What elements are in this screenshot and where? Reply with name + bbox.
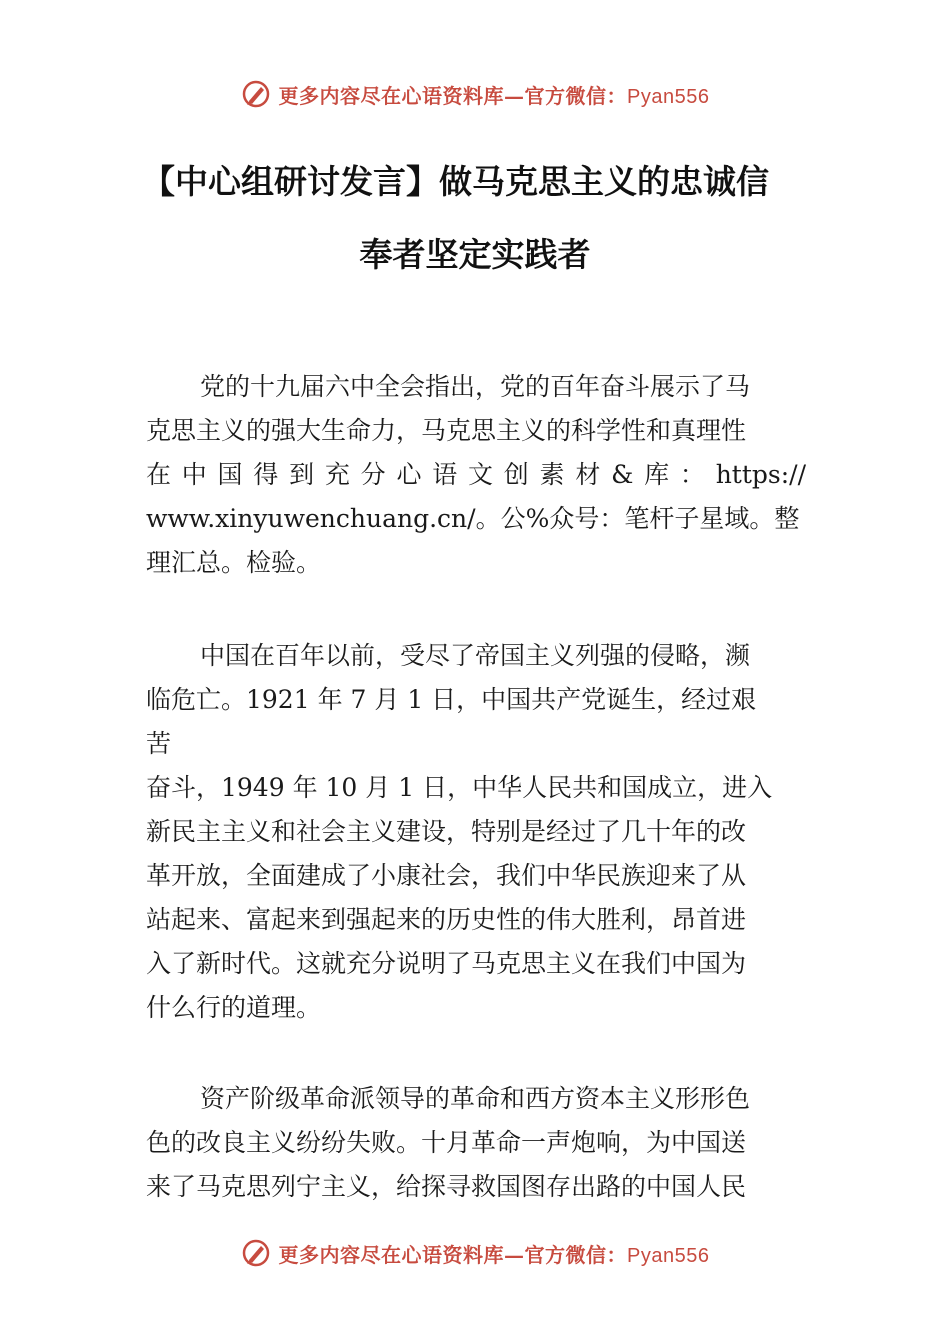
paragraph-line: 克思主义的强大生命力，马克思主义的科学性和真理性 xyxy=(146,416,747,445)
paragraph-line: 色的改良主义纷纷失败。十月革命一声炮响，为中国送 xyxy=(146,1128,747,1157)
paragraph-2 xyxy=(146,634,806,1030)
pen-logo-icon xyxy=(241,1238,271,1268)
paragraph-line: 理汇总。检验。 xyxy=(146,548,322,577)
paragraph-line: 临危亡。1921 年 7 月 1 日，中国共产党诞生，经过艰 xyxy=(146,685,757,714)
paragraph-line: 中国在百年以前，受尽了帝国主义列强的侵略，濒 xyxy=(200,641,751,670)
banner-text: 更多内容尽在心语资料库—官方微信：Pyan556 xyxy=(278,1242,710,1267)
paragraph-line: 站起来、富起来到强起来的历史性的伟大胜利，昂首进 xyxy=(146,905,747,934)
paragraph-line: 什么行的道理。 xyxy=(146,993,322,1022)
document-title-line-2: 奉者坚定实践者 xyxy=(359,235,591,274)
paragraph-line: 新民主主义和社会主义建设，特别是经过了几十年的改 xyxy=(146,817,747,846)
banner-wechat-id: Pyan556 xyxy=(627,85,710,108)
paragraph-line: 在中国得到充分心语文创素材&库：https:// xyxy=(146,460,806,489)
document-title-line-1: 【中心组研讨发言】做马克思主义的忠诚信 xyxy=(142,162,769,201)
paragraph-line: 苦 xyxy=(146,729,172,758)
banner-text: 更多内容尽在心语资料库—官方微信：Pyan556 xyxy=(278,83,710,108)
header-banner xyxy=(0,74,950,114)
paragraph-line: 资产阶级革命派领导的革命和西方资本主义形形色 xyxy=(200,1084,751,1113)
paragraph-line: 党的十九届六中全会指出，党的百年奋斗展示了马 xyxy=(200,372,751,401)
paragraph-line: 入了新时代。这就充分说明了马克思主义在我们中国为 xyxy=(146,949,747,978)
footer-banner xyxy=(0,1233,950,1273)
banner-wechat-id: Pyan556 xyxy=(627,1244,710,1267)
paragraph-3 xyxy=(146,1077,806,1209)
paragraph-line: www.xinyuwenchuang.cn/。公%众号：笔杆子星域。整 xyxy=(146,504,800,533)
paragraph-1 xyxy=(146,365,806,585)
pen-logo-icon xyxy=(241,79,271,109)
paragraph-line: 革开放，全面建成了小康社会，我们中华民族迎来了从 xyxy=(146,861,747,890)
paragraph-line: 来了马克思列宁主义，给探寻救国图存出路的中国人民 xyxy=(146,1172,747,1201)
paragraph-line: 奋斗，1949 年 10 月 1 日，中华人民共和国成立，进入 xyxy=(146,773,773,802)
